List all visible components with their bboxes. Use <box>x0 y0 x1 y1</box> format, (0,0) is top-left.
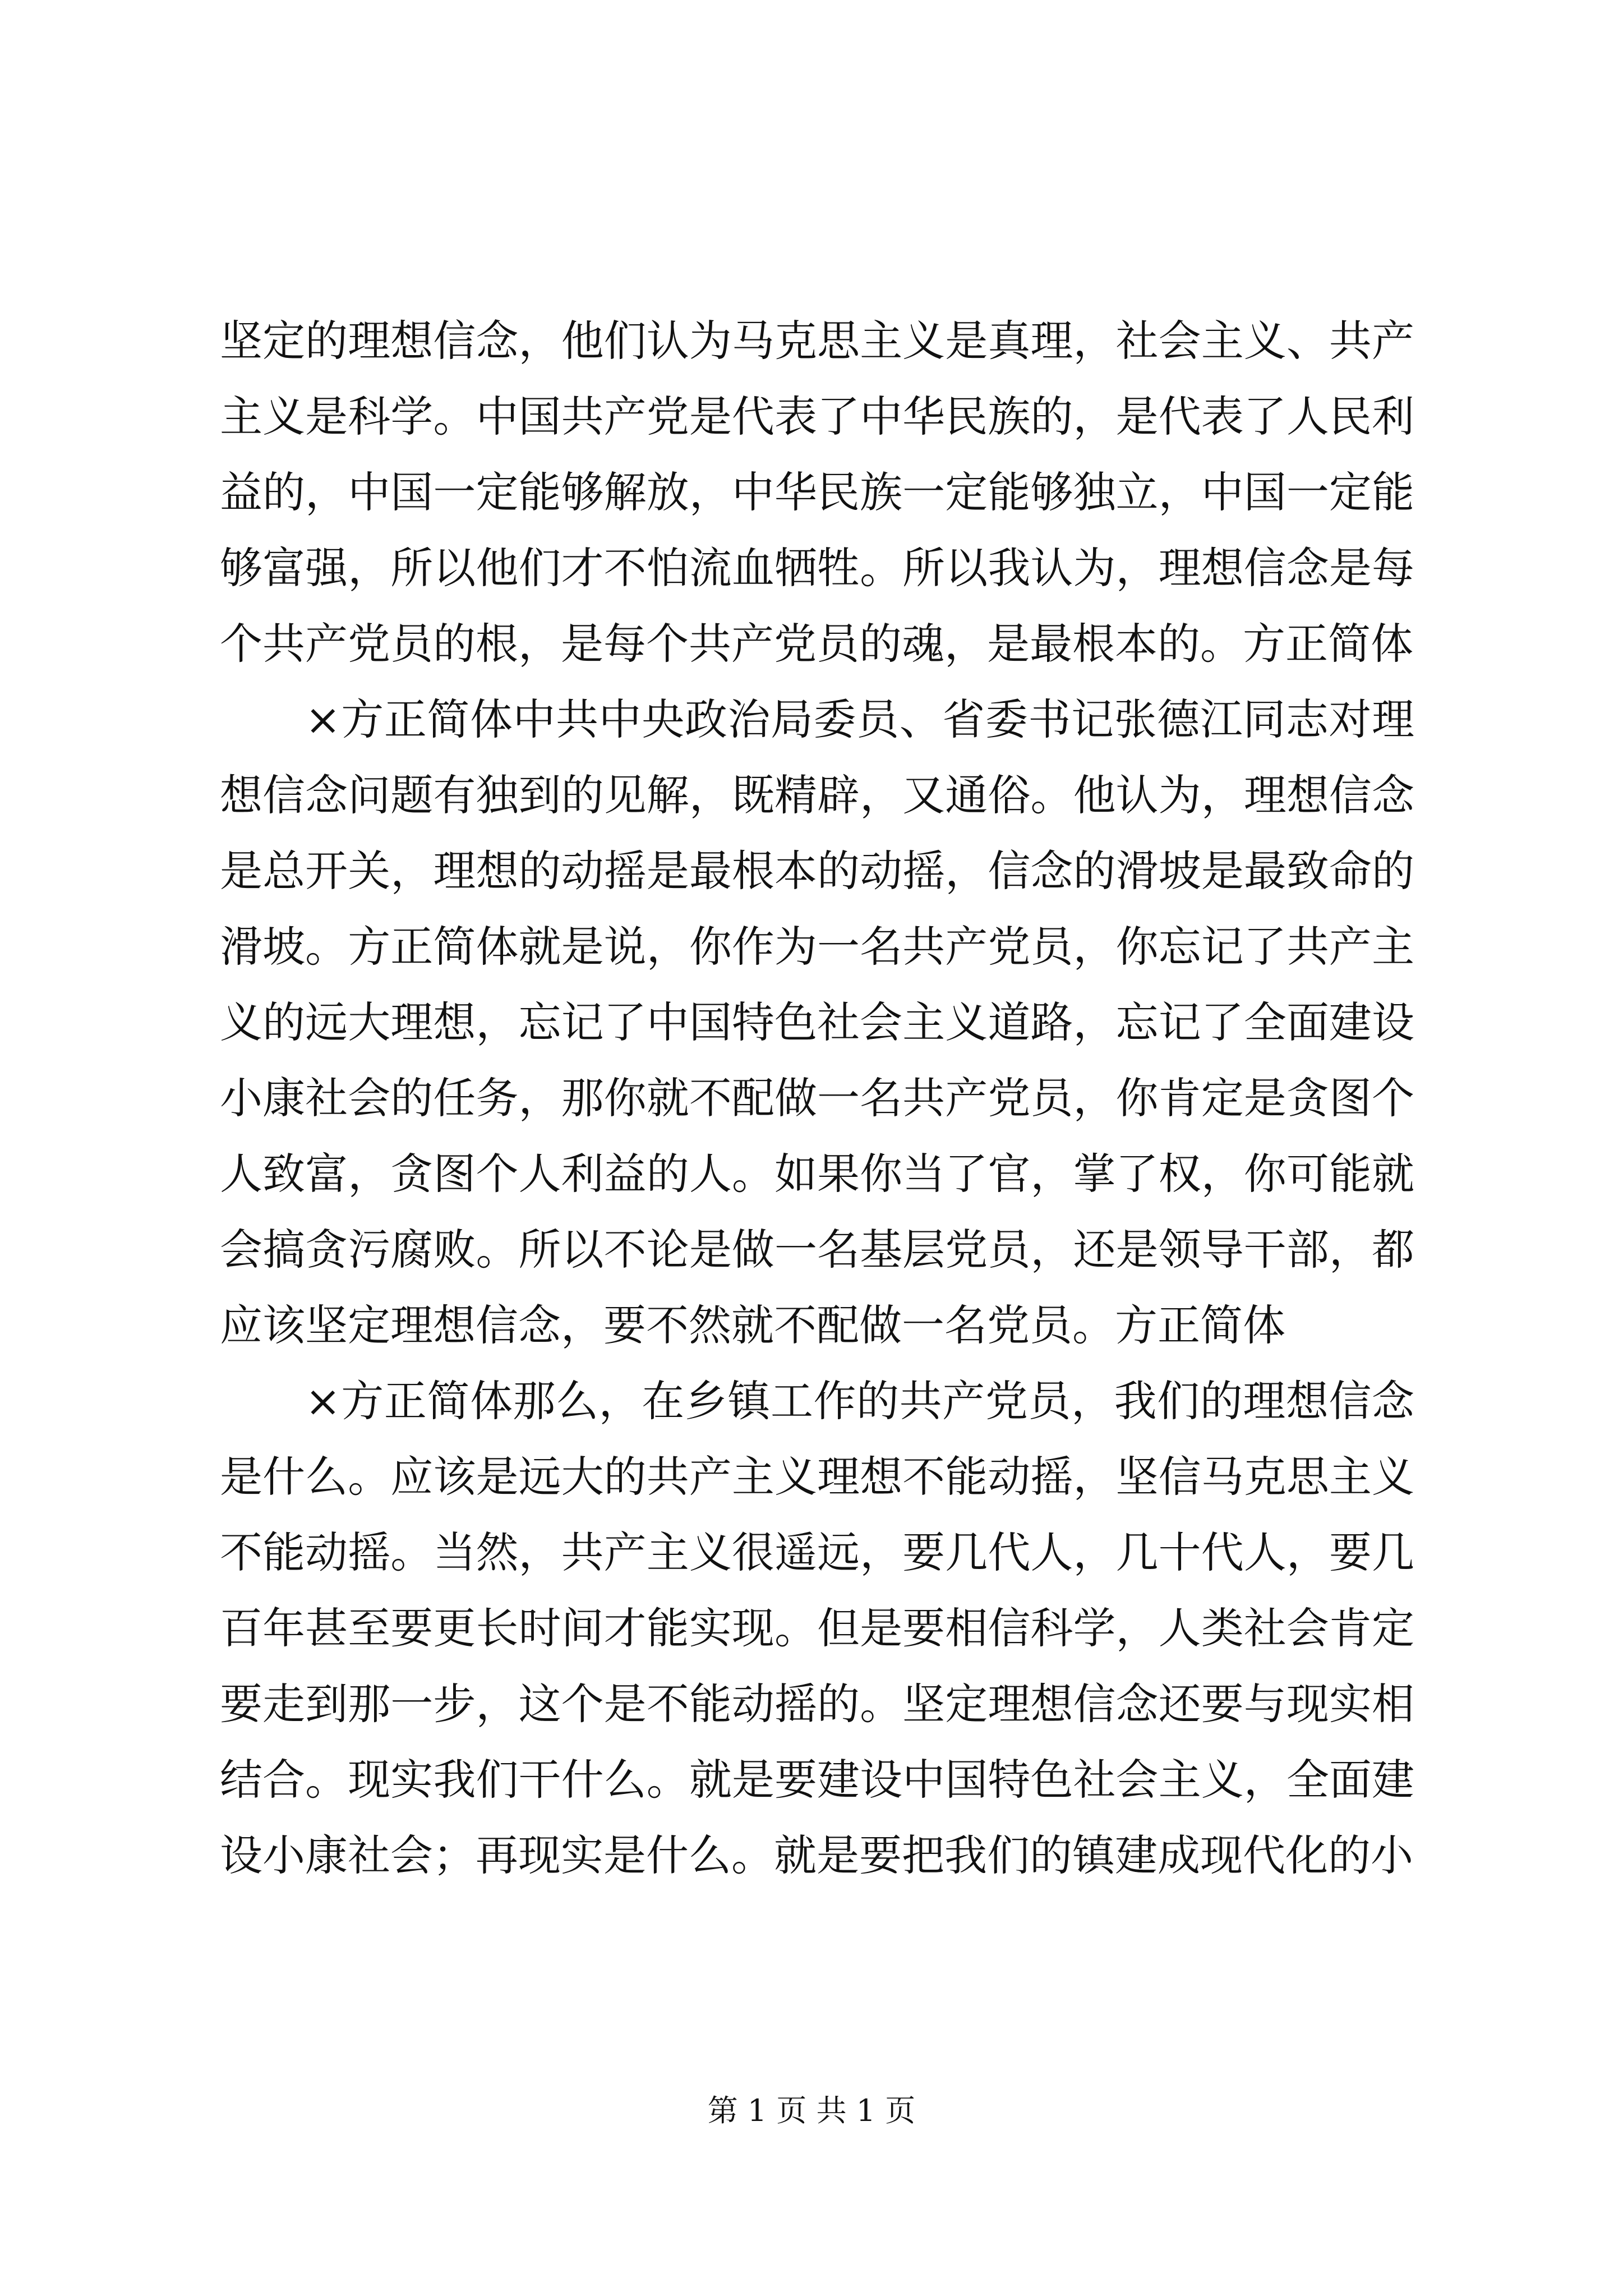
page-footer: 第 1 页 共 1 页 <box>707 2093 916 2128</box>
paragraph: 坚定的理想信念，他们认为马克思主义是真理，社会主义、共产主义是科学。中国共产党是代表了中华民族的，是代表了人民利益的，中国一定能够解放，中华民族一定能够独立，中国一定能够富强，所以他们才不怕流血牺牲。所以我认为，理想信念是每个共产党员的根，是每个共产党员的魂，是最根本的。方正简体 <box>220 316 1414 669</box>
paragraph: ×方正简体那么，在乡镇工作的共产党员，我们的理想信念是什么。应该是远大的共产主义理想不能动摇，坚信马克思主义不能动摇。当然，共产主义很遥远，要几代人，几十代人，要几百年甚至要更长时间才能实现。但是要相信科学，人类社会肯定要走到那一步，这个是不能动摇的。坚定理想信念还要与现实相结合。现实我们干什么。就是要建设中国特色社会主义，全面建设小康社会；再现实是什么。就是要把我们的镇建成现代化的小 <box>220 1376 1414 1880</box>
document-body <box>220 303 1414 1893</box>
paragraph: ×方正简体中共中央政治局委员、省委书记张德江同志对理想信念问题有独到的见解，既精辟，又通俗。他认为，理想信念是总开关，理想的动摇是最根本的动摇，信念的滑坡是最致命的滑坡。方正简体就是说，你作为一名共产党员，你忘记了共产主义的远大理想，忘记了中国特色社会主义道路，忘记了全面建设小康社会的任务，那你就不配做一名共产党员，你肯定是贪图个人致富，贪图个人利益的人。如果你当了官，掌了权，你可能就会搞贪污腐败。所以不论是做一名基层党员，还是领导干部，都应该坚定理想信念，要不然就不配做一名党员。方正简体 <box>220 694 1414 1350</box>
